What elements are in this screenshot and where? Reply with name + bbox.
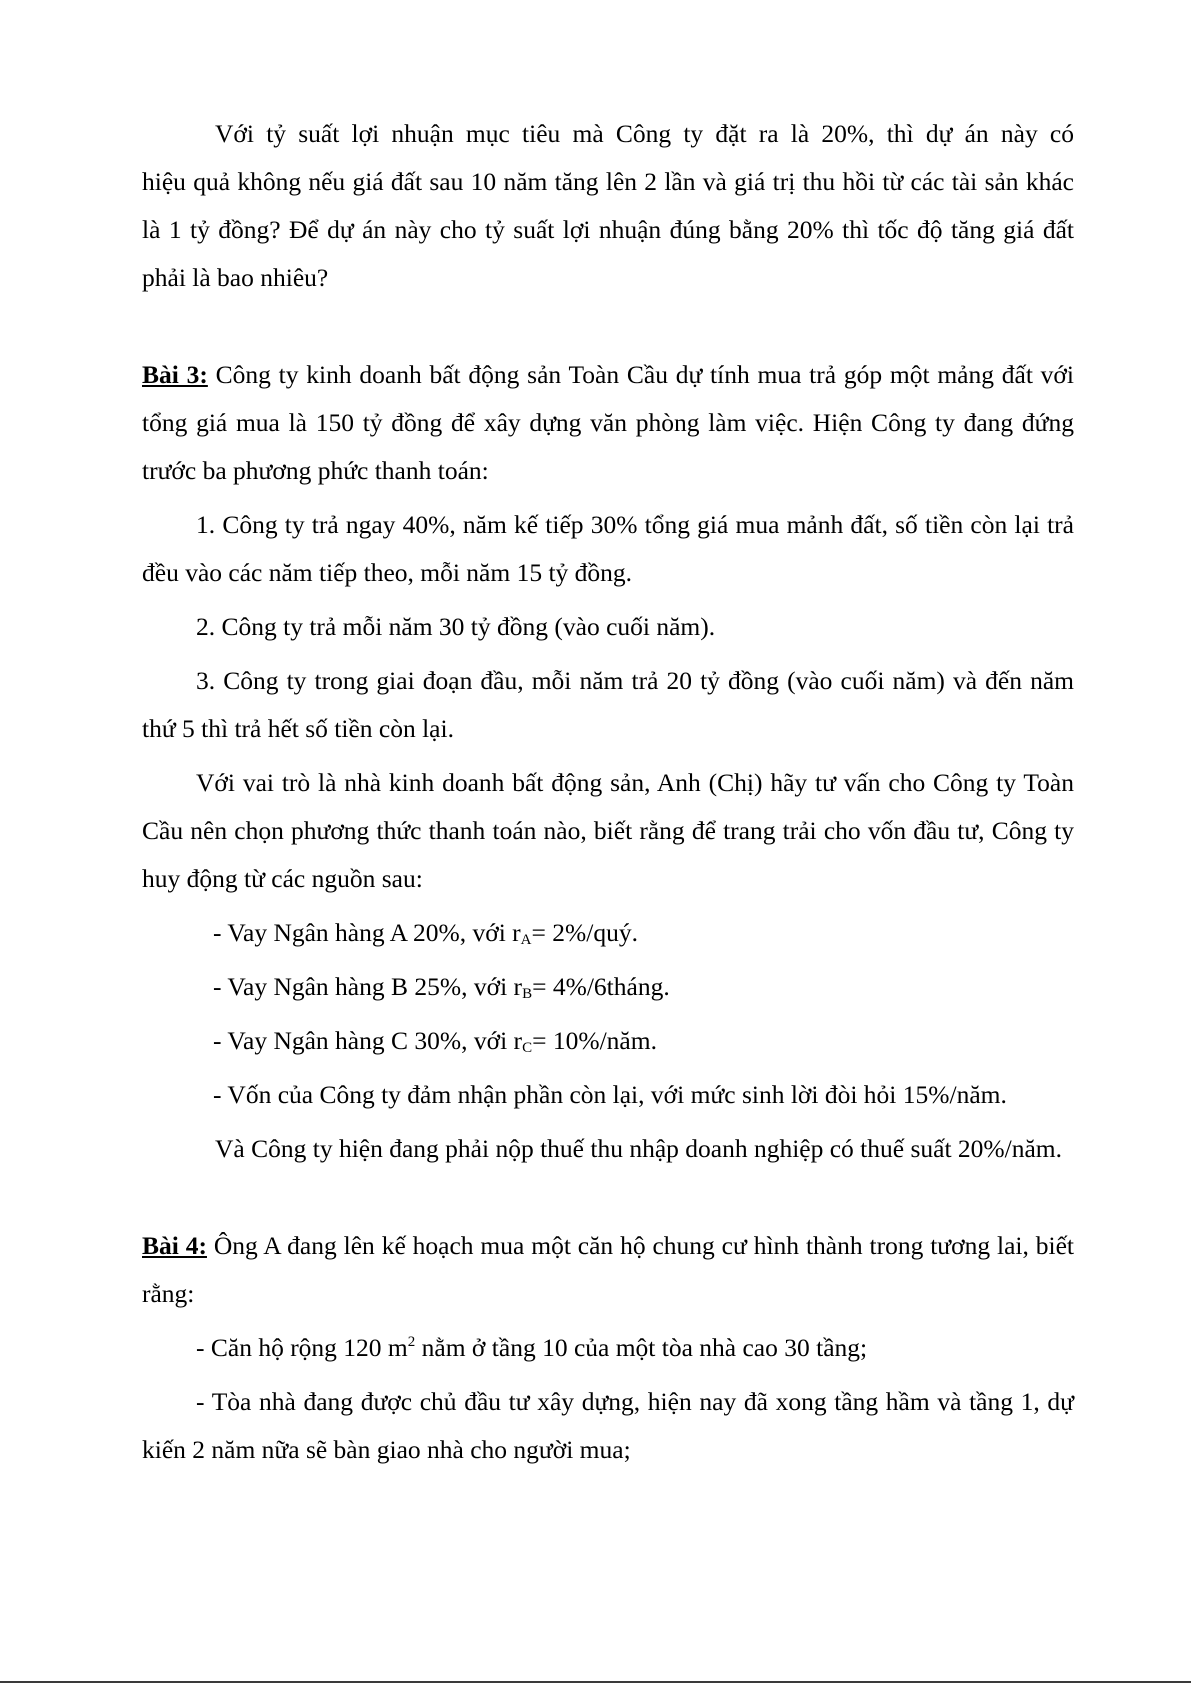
document-content bbox=[142, 110, 1074, 1474]
funding-source-b-pre: - Vay Ngân hàng B 25%, với r bbox=[213, 972, 523, 1001]
bai3-option-1: 1. Công ty trả ngay 40%, năm kế tiếp 30% tổng giá mua mảnh đất, số tiền còn lại trả đều vào các năm tiếp theo, mỗi năm 15 tỷ đồng. bbox=[142, 510, 1074, 587]
bai3-heading: Bài 3: bbox=[142, 360, 208, 389]
bai4-item-1-pre: - Căn hộ rộng 120 m bbox=[196, 1333, 408, 1362]
intro-paragraph: hiệu quả không nếu giá đất sau 10 năm tăng lên 2 lần và giá trị thu hồi từ các tài sản khác là 1 tỷ đồng? Để dự án này cho tỷ suất lợi nhuận đúng bằng 20% thì tốc độ tăng giá đất phải là bao nhiêu? bbox=[142, 167, 1074, 292]
bai3-option-2: 2. Công ty trả mỗi năm 30 tỷ đồng (vào cuối năm). bbox=[196, 612, 716, 641]
bai3-question: Với vai trò là nhà kinh doanh bất động sản, Anh (Chị) hãy tư vấn cho Công ty Toàn Cầu nên chọn phương thức thanh toán nào, biết rằng để trang trải cho vốn đầu tư, Công ty huy động từ các nguồn sau: bbox=[142, 768, 1074, 893]
funding-source-c bbox=[142, 1017, 1074, 1065]
funding-source-a-post: = 2%/quý. bbox=[531, 918, 638, 947]
bai3-tax: Và Công ty hiện đang phải nộp thuế thu nhập doanh nghiệp có thuế suất 20%/năm. bbox=[215, 1134, 1063, 1163]
funding-source-c-pre: - Vay Ngân hàng C 30%, với r bbox=[213, 1026, 523, 1055]
bai4-item-1 bbox=[142, 1324, 1074, 1372]
bai4-text: Ông A đang lên kế hoạch mua một căn hộ chung cư hình thành trong tương lai, biết rằng: bbox=[142, 1231, 1074, 1308]
bai4-item-1-post: nằm ở tầng 10 của một tòa nhà cao 30 tầng; bbox=[415, 1333, 868, 1362]
funding-own-capital: - Vốn của Công ty đảm nhận phần còn lại, với mức sinh lời đòi hỏi 15%/năm. bbox=[213, 1080, 1007, 1109]
funding-source-a-sub: A bbox=[520, 932, 532, 948]
funding-source-b-sub: B bbox=[522, 986, 533, 1002]
bai3-option-3: 3. Công ty trong giai đoạn đầu, mỗi năm trả 20 tỷ đồng (vào cuối năm) và đến năm thứ 5 thì trả hết số tiền còn lại. bbox=[142, 666, 1074, 743]
bai4-heading: Bài 4: bbox=[142, 1231, 207, 1260]
funding-source-b bbox=[142, 963, 1074, 1011]
bai4-item-1-sup: 2 bbox=[407, 1334, 416, 1350]
funding-source-b-post: = 4%/6tháng. bbox=[532, 972, 670, 1001]
bai4-paragraph bbox=[142, 1222, 1074, 1318]
bai3-paragraph bbox=[142, 351, 1074, 495]
bai4-item-2: - Tòa nhà đang được chủ đầu tư xây dựng, hiện nay đã xong tầng hầm và tầng 1, dự kiến 2 năm nữa sẽ bàn giao nhà cho người mua; bbox=[142, 1387, 1074, 1464]
bai3-text: Công ty kinh doanh bất động sản Toàn Cầu dự tính mua trả góp một mảng đất với tổng giá mua là 150 tỷ đồng để xây dựng văn phòng làm việc. Hiện Công ty đang đứng trước ba phương phức thanh toán: bbox=[142, 360, 1074, 485]
funding-source-a-pre: - Vay Ngân hàng A 20%, với r bbox=[213, 918, 521, 947]
funding-source-c-post: = 10%/năm. bbox=[532, 1026, 657, 1055]
page-bottom-rule bbox=[0, 1681, 1191, 1683]
funding-source-a bbox=[142, 909, 1074, 957]
funding-source-c-sub: C bbox=[522, 1040, 533, 1056]
intro-line-1: Với tỷ suất lợi nhuận mục tiêu mà Công ty đặt ra là 20%, thì dự án này có bbox=[215, 119, 1074, 148]
